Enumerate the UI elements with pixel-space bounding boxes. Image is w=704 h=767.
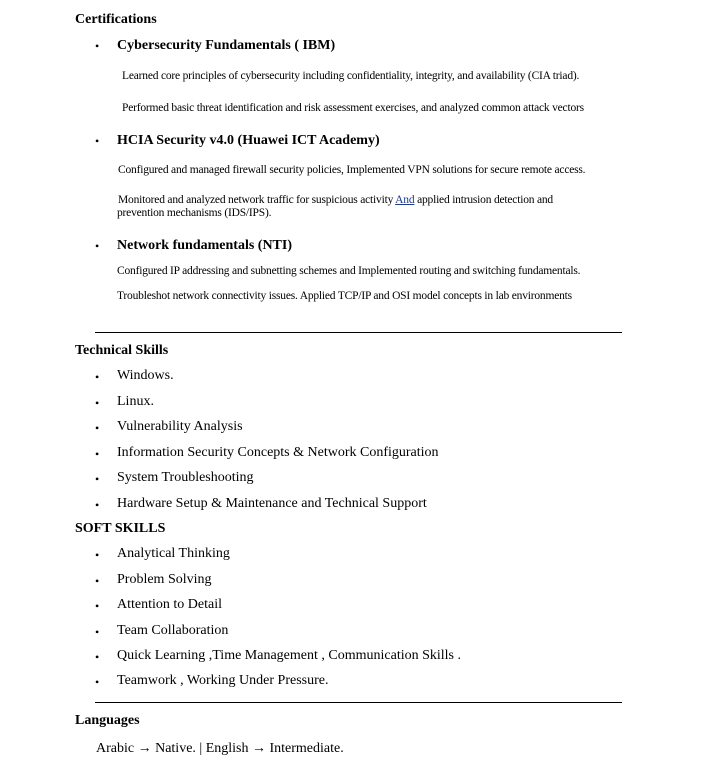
soft-skill-item: Teamwork , Working Under Pressure. [117, 673, 329, 688]
bullet-icon: • [95, 599, 100, 613]
bullet-icon: • [95, 421, 100, 435]
cert-desc: Configured and managed firewall security policies, Implemented VPN solutions for secure remote access. [118, 164, 586, 176]
cert-desc-text: applied intrusion detection and [414, 194, 553, 206]
bullet-icon: • [95, 447, 100, 461]
bullet-icon: • [95, 370, 100, 384]
cert-desc-multiline [118, 194, 553, 206]
bullet-icon: • [95, 574, 100, 588]
bullet-icon: • [95, 239, 100, 253]
tech-skill-item: Windows. [117, 368, 174, 383]
bullet-icon: • [95, 134, 100, 148]
bullet-icon: • [95, 472, 100, 486]
tech-skill-item: System Troubleshooting [117, 470, 254, 485]
cert-desc: Configured IP addressing and subnetting schemes and Implemented routing and switching fundamentals. [117, 265, 581, 277]
soft-skill-item: Quick Learning ,Time Management , Communication Skills . [117, 648, 461, 663]
cert-desc: Learned core principles of cybersecurity including confidentiality, integrity, and availability (CIA triad). [122, 70, 580, 82]
cert-desc-line2: prevention mechanisms (IDS/IPS). [117, 207, 272, 219]
spellcheck-word-and[interactable]: And [395, 194, 415, 206]
cert-desc-text: Monitored and analyzed network traffic for suspicious activity [118, 194, 394, 206]
bullet-icon: • [95, 498, 100, 512]
tech-skill-item: Information Security Concepts & Network Configuration [117, 445, 439, 460]
bullet-icon: • [95, 548, 100, 562]
languages-line: Arabic → Native. | English → Intermediate. [96, 741, 344, 756]
bullet-icon: • [95, 650, 100, 664]
tech-skill-item: Linux. [117, 394, 154, 409]
cert-title-ibm: Cybersecurity Fundamentals ( IBM) [117, 38, 336, 53]
technical-skills-heading: Technical Skills [75, 343, 169, 358]
tech-skill-item: Hardware Setup & Maintenance and Technical Support [117, 496, 427, 511]
soft-skill-item: Problem Solving [117, 572, 212, 587]
bullet-icon: • [95, 675, 100, 689]
bullet-icon: • [95, 396, 100, 410]
cert-desc: Performed basic threat identification and risk assessment exercises, and analyzed common attack vectors [122, 102, 584, 114]
cert-title-nti: Network fundamentals (NTI) [117, 238, 292, 253]
tech-skill-item: Vulnerability Analysis [117, 419, 243, 434]
cert-title-hcia: HCIA Security v4.0 (Huawei ICT Academy) [117, 133, 380, 148]
languages-heading: Languages [75, 713, 140, 728]
soft-skills-heading: SOFT SKILLS [75, 521, 166, 536]
section-divider [95, 702, 622, 703]
cert-desc: Troubleshot network connectivity issues. Applied TCP/IP and OSI model concepts in lab environments [117, 290, 572, 302]
bullet-icon: • [95, 39, 100, 53]
certifications-heading: Certifications [75, 12, 157, 27]
soft-skill-item: Attention to Detail [117, 597, 222, 612]
section-divider [95, 332, 622, 333]
bullet-icon: • [95, 625, 100, 639]
soft-skill-item: Team Collaboration [117, 623, 229, 638]
soft-skill-item: Analytical Thinking [117, 546, 230, 561]
